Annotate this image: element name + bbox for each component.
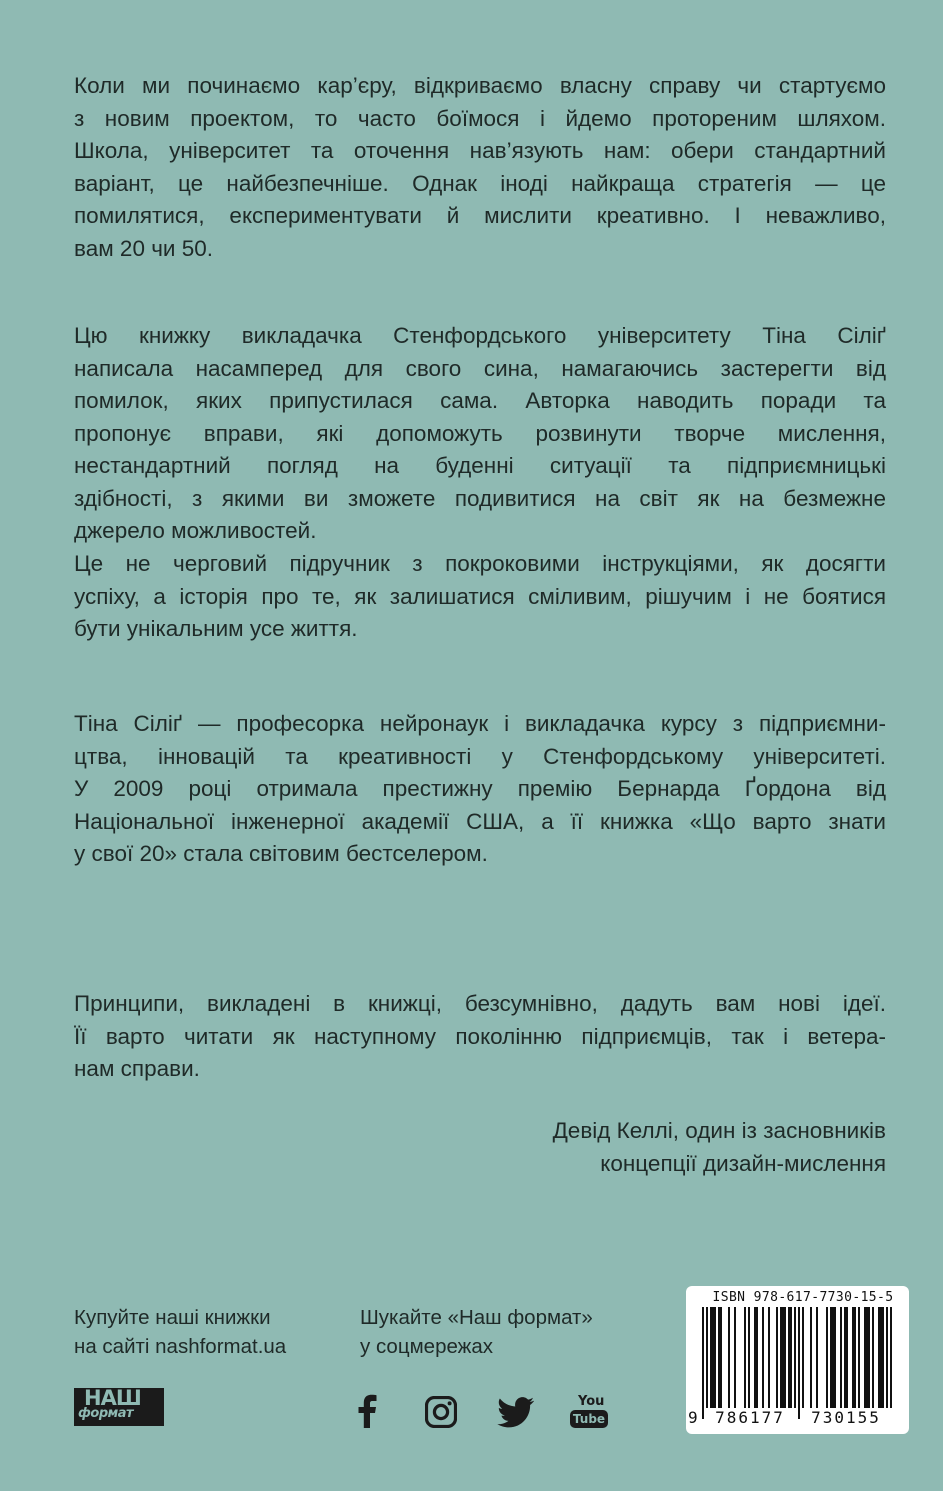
- text-line: Коли ми починаємо кар’єру, відкриваємо власну справу чи стартуємо: [74, 73, 886, 98]
- barcode-bar: [790, 1307, 792, 1409]
- barcode-bar: [816, 1307, 818, 1409]
- blurb-paragraph-2: [74, 320, 886, 548]
- barcode-bar: [866, 1307, 868, 1409]
- barcode-digits-left: 786177: [704, 1408, 796, 1427]
- barcode-bar: [858, 1307, 860, 1409]
- barcode-bar: [810, 1307, 812, 1409]
- isbn-number: ISBN 978-617-7730-15-5: [712, 1290, 894, 1305]
- text-line: Це не черговий підручник з покроковими інструкціями, як досягти: [74, 551, 886, 576]
- text-line: джерело можливостей.: [74, 518, 317, 543]
- barcode-bar: [872, 1307, 874, 1409]
- buy-line-website[interactable]: на сайті nashformat.ua: [74, 1335, 287, 1358]
- barcode-bar: [886, 1307, 888, 1419]
- text-line: помилятися, експериментувати й мислити креативно. І неважливо,: [74, 203, 886, 228]
- barcode-bar: [768, 1307, 770, 1409]
- barcode-bar: [756, 1307, 758, 1409]
- barcode-bar: [826, 1307, 828, 1409]
- attribution-line: Девід Келлі, один із засновників: [552, 1118, 886, 1143]
- text-line: цтва, інновацій та креативності у Стенфордському університеті.: [74, 743, 886, 769]
- text-line: Тіна Сіліґ — професорка нейронаук і викладачка курсу з підприємни-: [74, 711, 886, 736]
- barcode-bar: [710, 1307, 712, 1409]
- barcode-bar: [782, 1307, 784, 1409]
- barcode-bar: [718, 1307, 720, 1409]
- barcode-bar: [762, 1307, 764, 1409]
- social-media-note: [360, 1303, 593, 1361]
- barcode-bar: [744, 1307, 746, 1409]
- barcode-bar: [734, 1307, 736, 1409]
- barcode-bar: [830, 1307, 832, 1409]
- barcode-bar: [840, 1307, 842, 1409]
- text-line: написала насамперед для свого сина, намагаючись застерегти від: [74, 355, 886, 381]
- social-line: у соцмережах: [360, 1335, 493, 1358]
- barcode-bar: [728, 1307, 730, 1409]
- barcode-bar: [868, 1307, 870, 1409]
- blurb-paragraph-1: [74, 70, 886, 265]
- publisher-logo-top: НАШ: [84, 1386, 141, 1410]
- barcode-digits: [688, 1408, 904, 1432]
- barcode-bar: [706, 1307, 708, 1419]
- text-line: Національної інженерної академії США, а її книжка «Що варто знати: [74, 808, 886, 834]
- barcode-bar: [834, 1307, 836, 1409]
- barcode-bar: [878, 1307, 880, 1409]
- quote-attribution: [553, 1115, 886, 1180]
- text-line: вам 20 чи 50.: [74, 235, 214, 261]
- barcode-bar: [714, 1307, 716, 1409]
- text-line: Цю книжку викладачка Стенфордського університету Тіна Сіліґ: [74, 323, 886, 348]
- youtube-label-tube: Tube: [570, 1410, 608, 1428]
- barcode-bars: [688, 1305, 904, 1423]
- publisher-logo-bottom: формат: [78, 1406, 134, 1421]
- barcode-digit-first: 9: [688, 1408, 698, 1427]
- text-line: у свої 20» стала світовим бестселером.: [74, 841, 488, 866]
- twitter-icon[interactable]: [497, 1397, 535, 1428]
- barcode-bar: [754, 1307, 756, 1409]
- text-line: У 2009 році отримала престижну премію Бернарда Ґордона від: [74, 776, 886, 801]
- text-line: Її варто читати як наступному поколінню підприємців, так і ветера-: [74, 1023, 886, 1049]
- barcode-bar: [784, 1307, 786, 1409]
- barcode-bar: [846, 1307, 848, 1409]
- barcode-bar: [890, 1307, 892, 1419]
- text-line: здібності, з якими ви зможете подивитися на світ як на безмежне: [74, 485, 886, 511]
- barcode-bar: [798, 1307, 800, 1419]
- text-line: нам справи.: [74, 1056, 200, 1081]
- barcode-bar: [788, 1307, 790, 1409]
- text-line: бути унікальним усе життя.: [74, 616, 358, 641]
- publisher-logo[interactable]: [74, 1388, 164, 1426]
- barcode-bar: [864, 1307, 866, 1409]
- social-line: Шукайте «Наш формат»: [360, 1306, 593, 1329]
- barcode-bar: [854, 1307, 856, 1409]
- text-line: з новим проектом, то часто боїмося і йдемо протореним шляхом.: [74, 105, 886, 131]
- barcode-bar: [720, 1307, 722, 1409]
- barcode-bar: [794, 1307, 796, 1419]
- buy-line: Купуйте наші книжки: [74, 1306, 271, 1329]
- barcode-bar: [748, 1307, 750, 1409]
- review-quote: [74, 988, 886, 1086]
- buy-books-note: [74, 1303, 286, 1361]
- attribution-line: концепції дизайн-мислення: [600, 1150, 886, 1176]
- barcode-bar: [712, 1307, 714, 1409]
- instagram-icon[interactable]: [425, 1396, 457, 1428]
- blurb-paragraph-3: [74, 548, 886, 646]
- barcode-bar: [780, 1307, 782, 1409]
- text-line: варіант, це найбезпечніше. Однак іноді найкраща стратегія — це: [74, 170, 886, 196]
- author-bio: [74, 708, 886, 871]
- youtube-label-you: You: [578, 1394, 605, 1409]
- barcode-bar: [702, 1307, 704, 1419]
- barcode-digits-right: 730155: [800, 1408, 892, 1427]
- text-line: Школа, університет та оточення нав’язують нам: обери стандартний: [74, 138, 886, 163]
- barcode-bar: [776, 1307, 778, 1409]
- barcode-bar: [852, 1307, 854, 1409]
- text-line: пропонує вправи, які допоможуть розвинути творче мислення,: [74, 420, 886, 446]
- text-line: успіху, а історія про те, як залишатися сміливим, рішучим і не боятися: [74, 583, 886, 609]
- barcode-bar: [880, 1307, 882, 1409]
- barcode-bar: [802, 1307, 804, 1409]
- text-line: нестандартний погляд на буденні ситуації та підприємницькі: [74, 453, 886, 478]
- barcode-bar: [832, 1307, 834, 1409]
- youtube-icon[interactable]: [568, 1394, 612, 1430]
- facebook-icon[interactable]: [356, 1394, 378, 1428]
- barcode-bar: [844, 1307, 846, 1409]
- barcode-bar: [882, 1307, 884, 1409]
- text-line: помилок, яких припустилася сама. Авторка наводить поради та: [74, 388, 886, 413]
- text-line: Принципи, викладені в книжці, безсумнівно, дадуть вам нові ідеї.: [74, 991, 886, 1016]
